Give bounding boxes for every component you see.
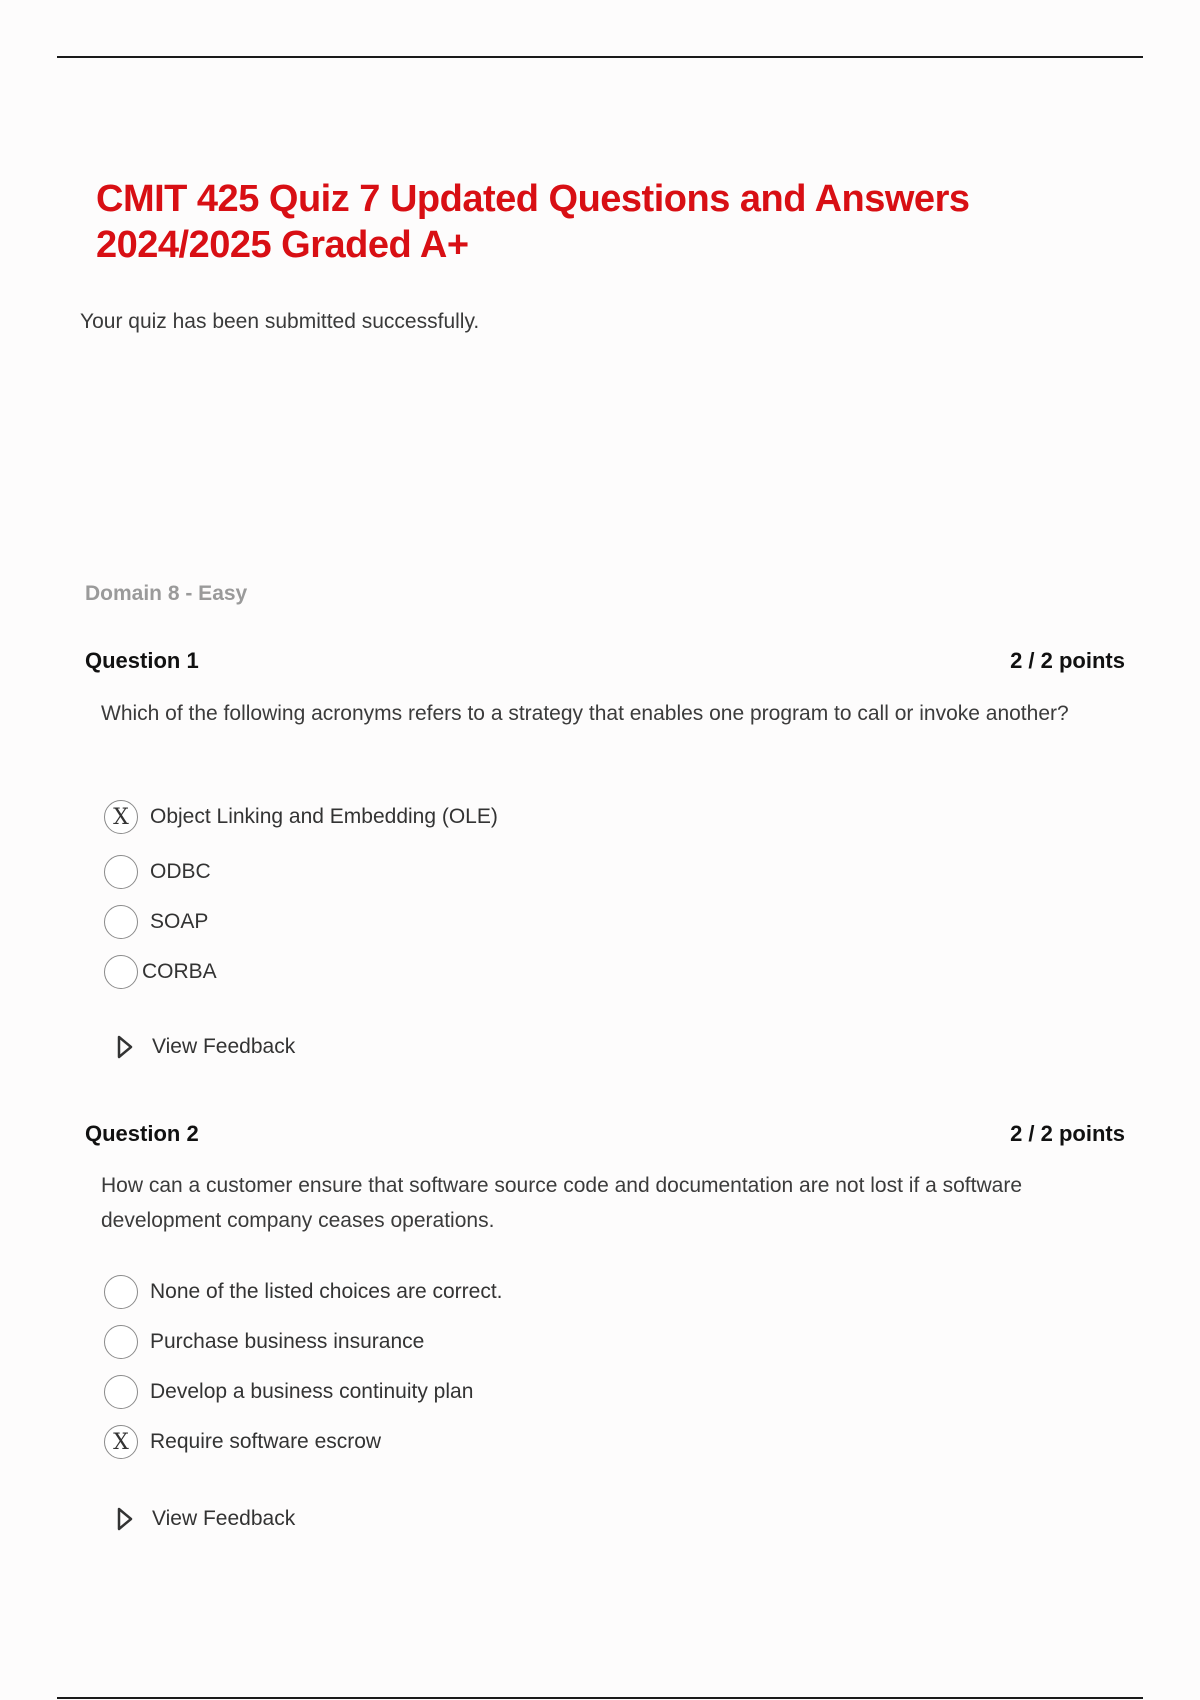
disclosure-triangle-icon (116, 1506, 134, 1532)
question-label: Question 1 (85, 648, 199, 673)
section-label: Domain 8 - Easy (85, 582, 248, 605)
option-label: Require software escrow (150, 1430, 382, 1453)
answer-option[interactable] (104, 902, 208, 942)
disclosure-triangle-icon (116, 1034, 134, 1060)
question-1-text: Which of the following acronyms refers to a strategy that enables one program to call or invoke another? (101, 702, 1069, 725)
answer-option[interactable] (104, 952, 217, 992)
title-line-2: 2024/2025 Graded A+ (96, 224, 469, 266)
answer-option[interactable] (104, 1372, 473, 1412)
radio-button[interactable]: X (104, 1425, 138, 1459)
bottom-rule (57, 1697, 1143, 1699)
question-points: 2 / 2 points (1010, 648, 1125, 673)
title-line-1: CMIT 425 Quiz 7 Updated Questions and Answers (96, 178, 970, 220)
option-label: None of the listed choices are correct. (150, 1280, 503, 1303)
radio-button[interactable] (104, 1375, 138, 1409)
option-label: ODBC (150, 860, 211, 883)
answer-option[interactable] (104, 797, 498, 837)
question-1-header (85, 648, 1125, 674)
radio-button[interactable] (104, 905, 138, 939)
view-feedback-toggle[interactable] (116, 1506, 295, 1532)
question-label: Question 2 (85, 1121, 199, 1146)
radio-button[interactable] (104, 955, 138, 989)
radio-button[interactable] (104, 855, 138, 889)
view-feedback-label[interactable]: View Feedback (152, 1507, 296, 1530)
radio-button[interactable]: X (104, 800, 138, 834)
option-label: Purchase business insurance (150, 1330, 425, 1353)
option-label: Develop a business continuity plan (150, 1380, 474, 1403)
question-2-header (85, 1121, 1125, 1147)
option-label: CORBA (142, 960, 217, 983)
radio-button[interactable] (104, 1275, 138, 1309)
view-feedback-toggle[interactable] (116, 1034, 295, 1060)
answer-option[interactable] (104, 1422, 381, 1462)
answer-option[interactable] (104, 852, 211, 892)
question-2-text: How can a customer ensure that software source code and documentation are not lost if a software development company ceases operations. (101, 1174, 1022, 1232)
submission-status: Your quiz has been submitted successfully. (80, 310, 480, 333)
top-rule (57, 56, 1143, 58)
page-title (96, 176, 1076, 268)
radio-button[interactable] (104, 1325, 138, 1359)
option-label: SOAP (150, 910, 209, 933)
answer-option[interactable] (104, 1322, 424, 1362)
view-feedback-label[interactable]: View Feedback (152, 1035, 296, 1058)
option-label: Object Linking and Embedding (OLE) (150, 805, 498, 828)
answer-option[interactable] (104, 1272, 503, 1312)
question-points: 2 / 2 points (1010, 1121, 1125, 1146)
